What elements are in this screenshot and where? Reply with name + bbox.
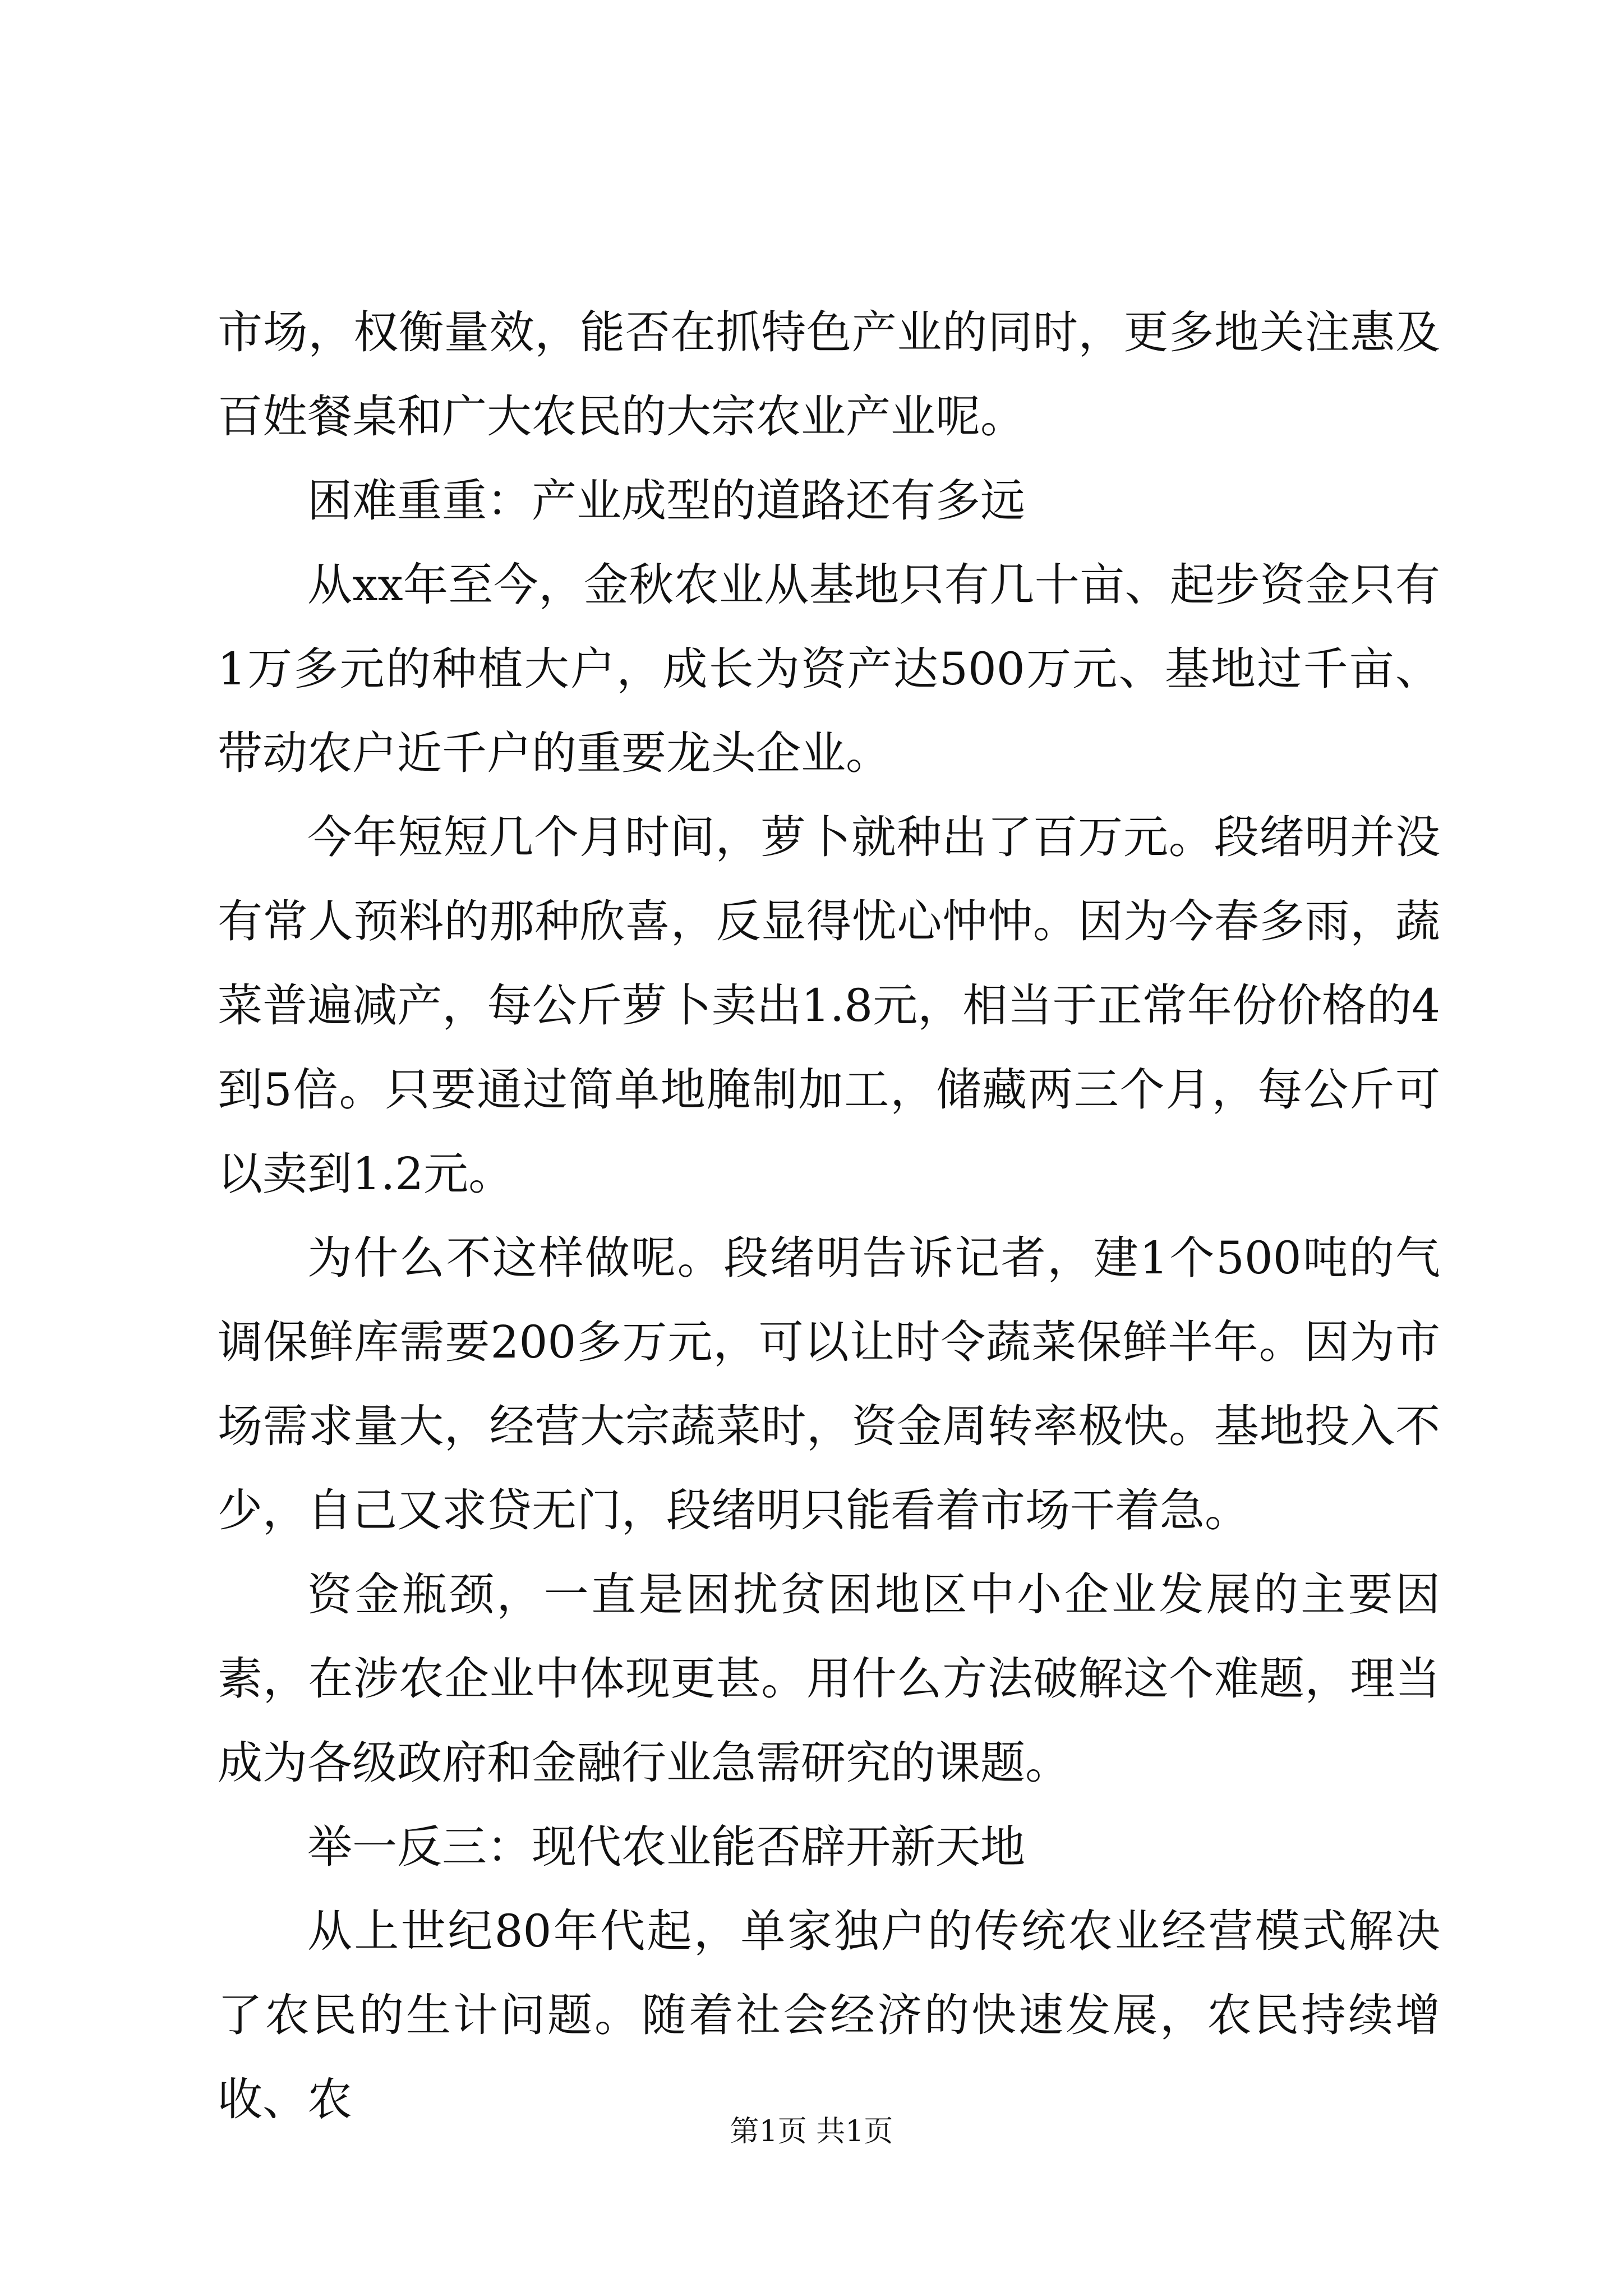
section-heading-modern-agriculture: 举一反三：现代农业能否辟开新天地 xyxy=(307,1821,1025,1873)
paragraph-funding-bottleneck: 资金瓶颈，一直是困扰贫困地区中小企业发展的主要因素，在涉农企业中体现更甚。用什么方法破解这个难题，理当成为各级政府和金融行业急需研究的课题。 xyxy=(218,1568,1440,1789)
document-body xyxy=(218,291,1440,2142)
paragraph-continuation: 市场，权衡量效，能否在抓特色产业的同时，更多地关注惠及百姓餐桌和广大农民的大宗农业产业呢。 xyxy=(218,306,1440,443)
paragraph-traditional-model: 从上世纪80年代起，单家独户的传统农业经营模式解决了农民的生计问题。随着社会经济的快速发展，农民持续增收、农 xyxy=(218,1905,1440,2125)
page-footer xyxy=(0,2112,1623,2151)
paragraph-radish-harvest: 今年短短几个月时间，萝卜就种出了百万元。段绪明并没有常人预料的那种欣喜，反显得忧心忡忡。因为今春多雨，蔬菜普遍减产，每公斤萝卜卖出1.8元，相当于正常年份价格的4到5倍。只要通过简单地腌制加工，储藏两三个月，每公斤可以卖到1.2元。 xyxy=(218,811,1440,1200)
paragraph-storage-cost: 为什么不这样做呢。段绪明告诉记者，建1个500吨的气调保鲜库需要200多万元，可以让时令蔬菜保鲜半年。因为市场需求量大，经营大宗蔬菜时，资金周转率极快。基地投入不少，自己又求贷无门，段绪明只能看着市场干着急。 xyxy=(218,1232,1440,1536)
section-heading-difficulties: 困难重重：产业成型的道路还有多远 xyxy=(307,475,1025,527)
paragraph-company-growth: 从xx年至今，金秋农业从基地只有几十亩、起步资金只有1万多元的种植大户，成长为资产达500万元、基地过千亩、带动农户近千户的重要龙头企业。 xyxy=(218,559,1440,779)
page-number-label: 第1页 共1页 xyxy=(730,2115,893,2148)
